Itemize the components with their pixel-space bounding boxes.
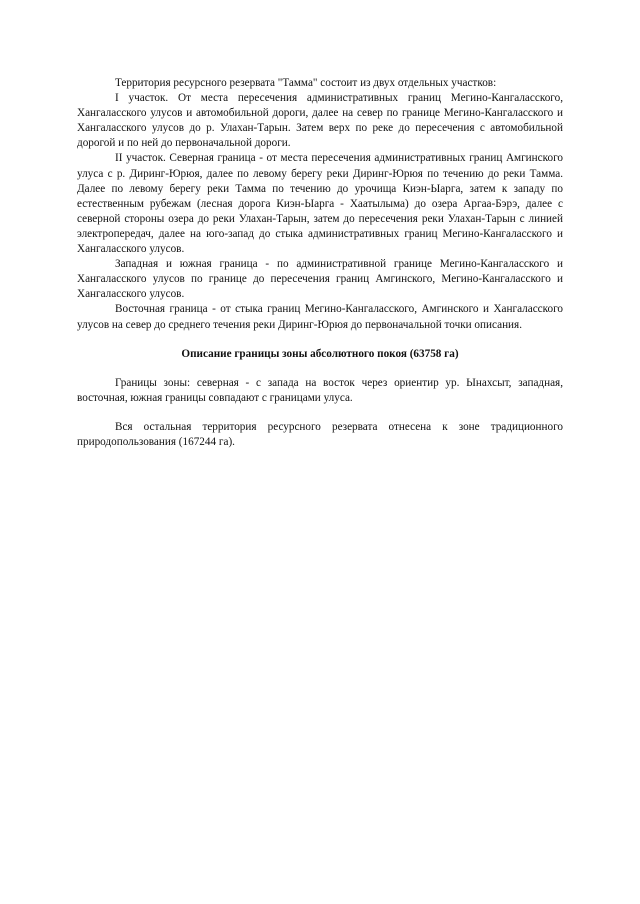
remaining-territory-paragraph: Вся остальная территория ресурсного резервата отнесена к зоне традиционного природопользования (167244 га). [77,420,563,448]
east-boundary-paragraph: Восточная граница - от стыка границ Мегино-Кангаласского, Амгинского и Хангаласского улусов на север до среднего течения реки Диринг-Юрюя до первоначальной точки описания. [77,303,563,331]
section-2-paragraph: II участок. Северная граница - от места пересечения административных границ Амгинского улуса с р. Диринг-Юрюя, далее по левому берегу реки Диринг-Юрюя по течению до реки Тамма. Далее по левому берегу реки Тамма по течению до урочища Киэн-Ыарга, затем к западу по естественным рубежам (лесная дорога Киэн-Ыарга - Хаатылыма) до озера Аргаа-Бэрэ, далее с северной стороны озера до реки Улахан-Тарын, затем до пересечения реки Улахан-Тарын с линией электропередач, далее на юго-запад до стыка административных границ Мегино-Кангаласского и Хангаласского улусов. [77,152,563,256]
zone-bounds-paragraph: Границы зоны: северная - с запада на восток через ориентир ур. Ынахсыт, западная, восточная, южная границы совпадают с границами улуса. [77,376,563,404]
zone-heading: Описание границы зоны абсолютного покоя (63758 га) [181,347,459,360]
spacer [77,362,563,376]
spacer [77,333,563,347]
west-south-boundary-paragraph: Западная и южная граница - по административной границе Мегино-Кангаласского и Хангаласского улусов по границе до пересечения границ Амгинского, Мегино-Кангаласского и Хангаласского улусов. [77,258,563,301]
section-1-paragraph: I участок. От места пересечения административных границ Мегино-Кангаласского, Хангаласского улусов и автомобильной дороги, далее на север по границе Мегино-Кангаласского и Хангаласского улусов до р. Улахан-Тарын. Затем верх по реке до пересечения с автомобильной дорогой и по ней до первоначальной дороги. [77,92,563,150]
document-page [77,76,563,450]
spacer [77,406,563,420]
intro-paragraph: Территория ресурсного резервата "Тамма" состоит из двух отдельных участков: [115,77,497,89]
